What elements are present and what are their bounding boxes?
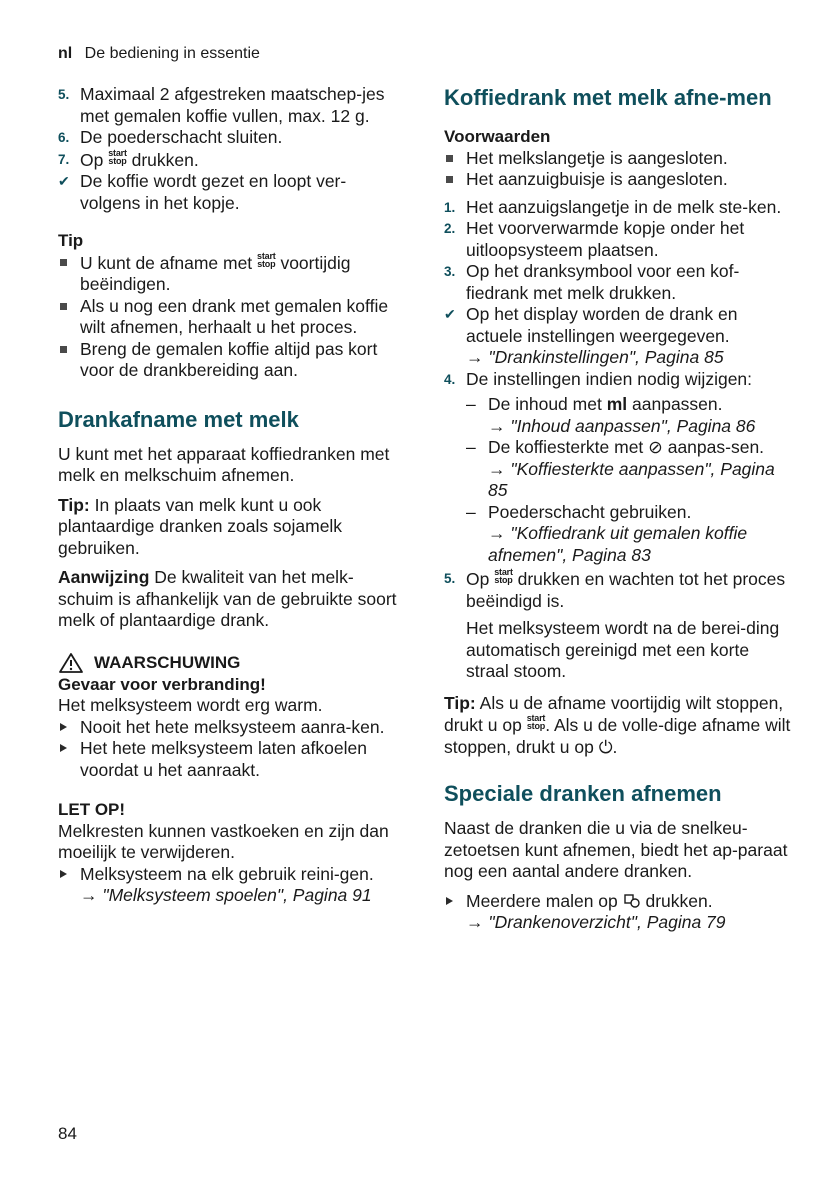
page-reference[interactable]: → "Inhoud aanpassen", Pagina 86 bbox=[488, 415, 756, 436]
page-reference[interactable]: → "Drankinstellingen", Pagina 85 bbox=[466, 347, 724, 367]
page-header bbox=[58, 45, 260, 63]
intro-text: U kunt met het apparaat koffiedranken met melk en melkschuim afnemen. bbox=[58, 443, 390, 485]
right-column bbox=[444, 84, 796, 934]
result-item: ✔ Op het display worden de drank en actuele instellingen weergegeven. → "Drankinstellingen", Pagina 85 bbox=[444, 304, 738, 367]
check-icon: ✔ bbox=[58, 173, 70, 189]
warning-subtitle: Gevaar voor verbranding! bbox=[58, 674, 266, 694]
page-reference[interactable]: → "Drankenoverzicht", Pagina 79 bbox=[466, 912, 726, 932]
left-column bbox=[58, 84, 403, 907]
step-2: 2. Het voorverwarmde kopje onder het uitloopsysteem plaatsen. bbox=[444, 218, 745, 260]
caution-block bbox=[58, 799, 403, 907]
caution-title: LET OP! bbox=[58, 800, 126, 819]
warning-title: WAARSCHUWING bbox=[94, 652, 241, 672]
strength-icon: ⊘ bbox=[648, 437, 663, 457]
warning-item: Het hete melksysteem laten afkoelen voordat u het aanraakt. bbox=[58, 738, 403, 781]
special-drinks-icon bbox=[623, 893, 641, 909]
section2-item: Meerdere malen op drukken. → "Drankenoverzicht", Pagina 79 bbox=[444, 891, 796, 934]
result-item: ✔ De koffie wordt gezet en loopt ver-volgens in het kopje. bbox=[58, 171, 347, 213]
start-stop-icon: start stop bbox=[526, 713, 546, 731]
step-5: 5. Maximaal 2 afgestreken maatschep-jes met gemalen koffie vullen, max. 12 g. bbox=[58, 84, 385, 126]
warning-item: Nooit het hete melksysteem aanra-ken. bbox=[58, 717, 403, 739]
step-6: 6. De poederschacht sluiten. bbox=[58, 127, 283, 147]
page-reference[interactable]: → "Melksysteem spoelen", Pagina 91 bbox=[80, 885, 372, 905]
sub-item-inhoud: – De inhoud met ml aanpassen. → "Inhoud aanpassen", Pagina 86 bbox=[444, 394, 796, 437]
tip-paragraph: Tip: Als u de afname voortijdig wilt stoppen, drukt u op start stop. Als u de volle-dige afname wilt stoppen, drukt u op ⏻. bbox=[444, 692, 791, 757]
section-title-drankafname: Drankafname met melk bbox=[58, 406, 299, 432]
step-7: 7. Op start stop drukken. bbox=[58, 147, 199, 170]
caution-item: Melksysteem na elk gebruik reini-gen. → "Melksysteem spoelen", Pagina 91 bbox=[58, 864, 403, 907]
tip-item: U kunt de afname met start stop voortijdig beëindigen. bbox=[58, 252, 403, 296]
language-code: nl bbox=[58, 45, 73, 62]
section-title-koffiedrank: Koffiedrank met melk afne-men bbox=[444, 85, 772, 110]
sub-item-koffiesterkte: – De koffiesterkte met ⊘ aanpas-sen. → "Koffiesterkte aanpassen", Pagina 85 bbox=[444, 437, 796, 502]
step-4: 4. De instellingen indien nodig wijzigen: bbox=[444, 368, 753, 389]
step-3: 3. Op het dranksymbool voor een kof-fiedrank met melk drukken. bbox=[444, 261, 740, 303]
page-reference[interactable]: → "Koffiesterkte aanpassen", Pagina 85 bbox=[488, 458, 775, 500]
section-name: De bediening in essentie bbox=[84, 45, 260, 62]
warning-icon bbox=[58, 652, 84, 674]
page-number: 84 bbox=[58, 1124, 77, 1143]
warning-text: Het melksysteem wordt erg warm. bbox=[58, 695, 323, 715]
tip-paragraph: Tip: In plaats van melk kunt u ook plantaardige dranken zoals sojamelk gebruiken. bbox=[58, 494, 343, 558]
tip-item: Breng de gemalen koffie altijd pas kort voor de drankbereiding aan. bbox=[58, 339, 403, 382]
step-1: 1. Het aanzuigslangetje in de melk ste-ken. bbox=[444, 196, 782, 217]
prereq-title: Voorwaarden bbox=[444, 127, 551, 146]
prereq-item: Het aanzuigbuisje is aangesloten. bbox=[444, 169, 796, 191]
page-reference[interactable]: → "Koffiedrank uit gemalen koffie afnemen", Pagina 83 bbox=[488, 523, 748, 565]
step-5: 5. Op start stop drukken en wachten tot het proces beëindigd is. Het melksysteem wordt na de berei-ding automatisch gereinigd met een korte straal stoom. bbox=[444, 567, 786, 681]
start-stop-icon: start stop bbox=[494, 567, 513, 585]
tip-title: Tip bbox=[58, 231, 84, 250]
tip-item: Als u nog een drank met gemalen koffie wilt afnemen, herhaalt u het proces. bbox=[58, 296, 403, 339]
section2-text: Naast de dranken die u via de snelkeu-zetoetsen kunt afnemen, biedt het ap-paraat nog een aantal andere dranken. bbox=[444, 818, 788, 881]
warning-block bbox=[58, 652, 403, 782]
caution-text: Melkresten kunnen vastkoeken en zijn dan moeilijk te verwijderen. bbox=[58, 820, 389, 862]
section-title-speciale: Speciale dranken afnemen bbox=[444, 781, 722, 806]
start-stop-icon: start stop bbox=[108, 147, 127, 166]
sub-item-poederschacht: – Poederschacht gebruiken. → "Koffiedrank uit gemalen koffie afnemen", Pagina 83 bbox=[444, 502, 796, 567]
note-paragraph: Aanwijzing De kwaliteit van het melk-schuim is afhankelijk van de gebruikte soort melk of plantaardige drank. bbox=[58, 567, 397, 630]
check-icon: ✔ bbox=[444, 306, 456, 322]
ml-icon: ml bbox=[606, 394, 628, 414]
power-icon: ⏻ bbox=[598, 736, 613, 757]
prereq-item: Het melkslangetje is aangesloten. bbox=[444, 148, 796, 170]
start-stop-icon: start stop bbox=[257, 250, 276, 269]
